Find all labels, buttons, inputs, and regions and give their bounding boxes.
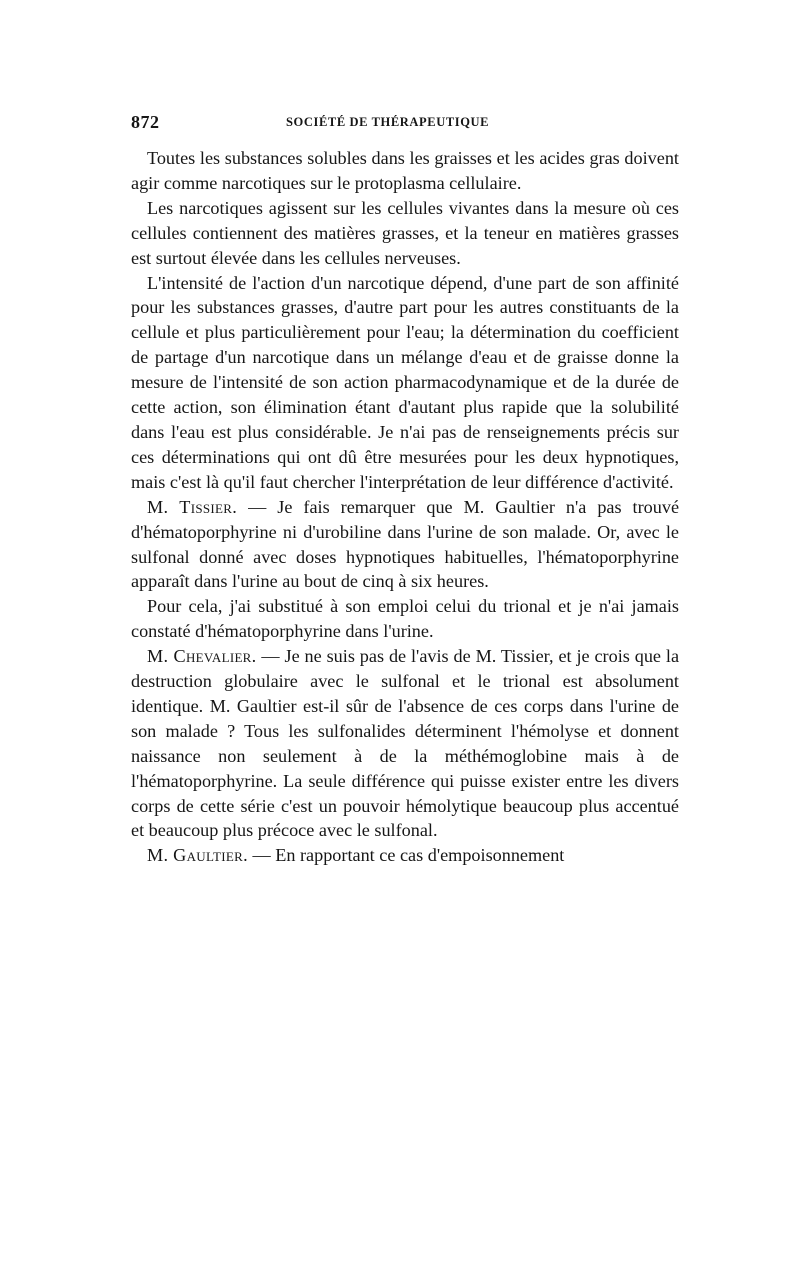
paragraph-text: Pour cela, j'ai substitué à son emploi celui du trional et je n'ai jamais constaté d'hématoporphyrine dans l'urine. — [131, 596, 679, 642]
running-title: SOCIÉTÉ DE THÉRAPEUTIQUE — [286, 115, 490, 129]
paragraph-6 — [131, 644, 679, 843]
speaker-name: M. Gaultier. — [147, 845, 248, 866]
paragraph-2 — [131, 196, 679, 271]
paragraph-text: — Je fais remarquer que M. Gaultier n'a pas trouvé d'hématoporphyrine ni d'urobiline dans l'urine de son malade. Or, avec le sulfonal donné avec doses hypnotiques habituelles, l'hématoporphyrine apparaît dans l'urine au bout de cinq à six heures. — [131, 496, 680, 592]
paragraph-4 — [131, 495, 679, 595]
paragraph-text: L'intensité de l'action d'un narcotique dépend, d'une part de son affinité pour les substances grasses, d'autre part pour les autres constituants de la cellule et plus particulièrement pour l'eau; la détermination du coefficient de partage d'un narcotique dans un mélange d'eau et de graisse donne la mesure de l'intensité de son action pharmacodynamique et de la durée de cette action, son élimination étant d'autant plus rapide que la solubilité dans l'eau est plus considérable. Je n'ai pas de renseignements précis sur ces déterminations qui ont dû être mesurées pour les deux hypnotiques, mais c'est là qu'il faut chercher l'interprétation de leur différence d'activité. — [131, 272, 679, 492]
paragraph-1 — [131, 146, 679, 196]
paragraph-3 — [131, 271, 679, 495]
speaker-name: M. Chevalier. — [147, 646, 257, 667]
running-header — [131, 112, 679, 146]
paragraph-text: — En rapportant ce cas d'empoisonnement — [252, 845, 565, 866]
paragraph-text: Toutes les substances solubles dans les graisses et les acides gras doivent agir comme narcotiques sur le protoplasma cellulaire. — [131, 148, 679, 193]
paragraph-5 — [131, 594, 679, 644]
page-number: 872 — [131, 112, 160, 132]
document-page — [131, 112, 679, 868]
paragraph-text: — Je ne suis pas de l'avis de M. Tissier, et je crois que la destruction globulaire avec le sulfonal et le trional est absolument identique. M. Gaultier est-il sûr de l'absence de ces corps dans l'urine de son malade ? Tous les sulfonalides déterminent l'hémolyse et donnent naissance non seulement à de la méthémoglobine mais à de l'hématoporphyrine. La seule différence qui puisse exister entre les divers corps de cette série c'est un pouvoir hémolytique beaucoup plus accentué et beaucoup plus précoce avec le sulfonal. — [131, 646, 680, 841]
body-text — [131, 146, 679, 868]
paragraph-7 — [131, 843, 679, 868]
paragraph-text: Les narcotiques agissent sur les cellules vivantes dans la mesure où ces cellules contiennent des matières grasses, et la teneur en matières grasses est surtout élevée dans les cellules nerveuses. — [131, 197, 679, 268]
speaker-name: M. Tissier. — [147, 496, 238, 517]
